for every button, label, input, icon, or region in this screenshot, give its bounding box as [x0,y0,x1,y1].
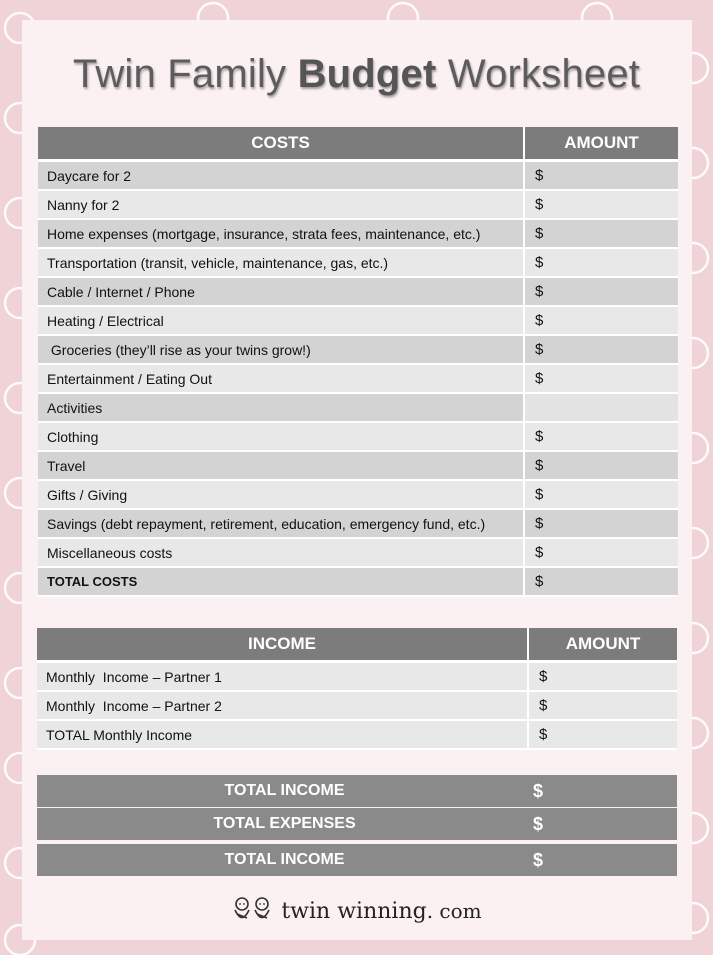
cost-amount-field[interactable]: $ [524,364,678,393]
cost-label: Clothing [38,422,524,451]
table-row [38,364,678,393]
cost-amount-field[interactable]: $ [524,422,678,451]
table-row [38,393,678,422]
cost-amount-field[interactable] [524,393,678,422]
cost-amount-field[interactable]: $ [524,451,678,480]
cost-amount-field[interactable]: $ [524,219,678,248]
table-row [38,219,678,248]
total-expenses-label: TOTAL EXPENSES [213,815,356,832]
title-text-bold: Budget [297,52,437,96]
table-row [38,277,678,306]
total-income-label: TOTAL INCOME [224,782,345,799]
total-income-label-2: TOTAL INCOME [224,851,345,868]
table-row [37,720,677,749]
cost-amount-field[interactable]: $ [524,190,678,219]
total-income-row [37,775,677,807]
total-expenses-row [37,808,677,840]
cost-label: Daycare for 2 [38,161,524,191]
twin-babies-logo-icon [231,895,275,929]
cost-label: Savings (debt repayment, retirement, education, emergency fund, etc.) [38,509,524,538]
total-costs-amount-field[interactable]: $ [524,567,678,596]
cost-label: Entertainment / Eating Out [38,364,524,393]
income-amount-header: AMOUNT [528,628,677,662]
table-row [37,662,677,692]
brand-name: twin winning [281,899,427,924]
total-income-amount-field[interactable]: $ [533,781,544,801]
cost-label: Transportation (transit, vehicle, maintenance, gas, etc.) [38,248,524,277]
total-income-row-2 [37,844,677,876]
costs-header: COSTS [38,127,524,161]
income-table [37,628,677,750]
brand-domain: . com [426,899,482,923]
costs-table [38,127,678,597]
table-row [38,451,678,480]
cost-label: Miscellaneous costs [38,538,524,567]
income-amount-field[interactable]: $ [528,691,677,720]
cost-amount-field[interactable]: $ [524,306,678,335]
table-row [38,190,678,219]
cost-label: Heating / Electrical [38,306,524,335]
table-row [37,691,677,720]
cost-amount-field[interactable]: $ [524,248,678,277]
cost-label: Nanny for 2 [38,190,524,219]
cost-amount-field[interactable]: $ [524,509,678,538]
cost-label: Groceries (they’ll rise as your twins grow!) [38,335,524,364]
income-label: Monthly Income – Partner 1 [37,662,528,692]
cost-amount-field[interactable]: $ [524,538,678,567]
cost-amount-field[interactable]: $ [524,480,678,509]
total-income-amount-field-2[interactable]: $ [533,850,544,870]
table-row [38,567,678,596]
total-costs-label: TOTAL COSTS [38,567,524,596]
page-title [0,52,713,97]
cost-label: Home expenses (mortgage, insurance, strata fees, maintenance, etc.) [38,219,524,248]
cost-label: Cable / Internet / Phone [38,277,524,306]
income-amount-field[interactable]: $ [528,662,677,692]
income-header: INCOME [37,628,528,662]
cost-amount-field[interactable]: $ [524,277,678,306]
total-expenses-amount-field[interactable]: $ [533,814,544,834]
footer-brand [0,895,713,929]
income-label: Monthly Income – Partner 2 [37,691,528,720]
table-row [38,422,678,451]
cost-label: Activities [38,393,524,422]
table-row [38,480,678,509]
title-text-start: Twin Family [72,52,298,96]
income-label: TOTAL Monthly Income [37,720,528,749]
table-row [38,538,678,567]
cost-amount-field[interactable]: $ [524,335,678,364]
cost-amount-field[interactable]: $ [524,161,678,191]
table-row [38,306,678,335]
table-row [38,509,678,538]
title-text-end: Worksheet [436,52,641,96]
table-row [38,335,678,364]
cost-label: Gifts / Giving [38,480,524,509]
table-row [38,248,678,277]
table-row [38,161,678,191]
income-amount-field[interactable]: $ [528,720,677,749]
cost-label: Travel [38,451,524,480]
costs-amount-header: AMOUNT [524,127,678,161]
